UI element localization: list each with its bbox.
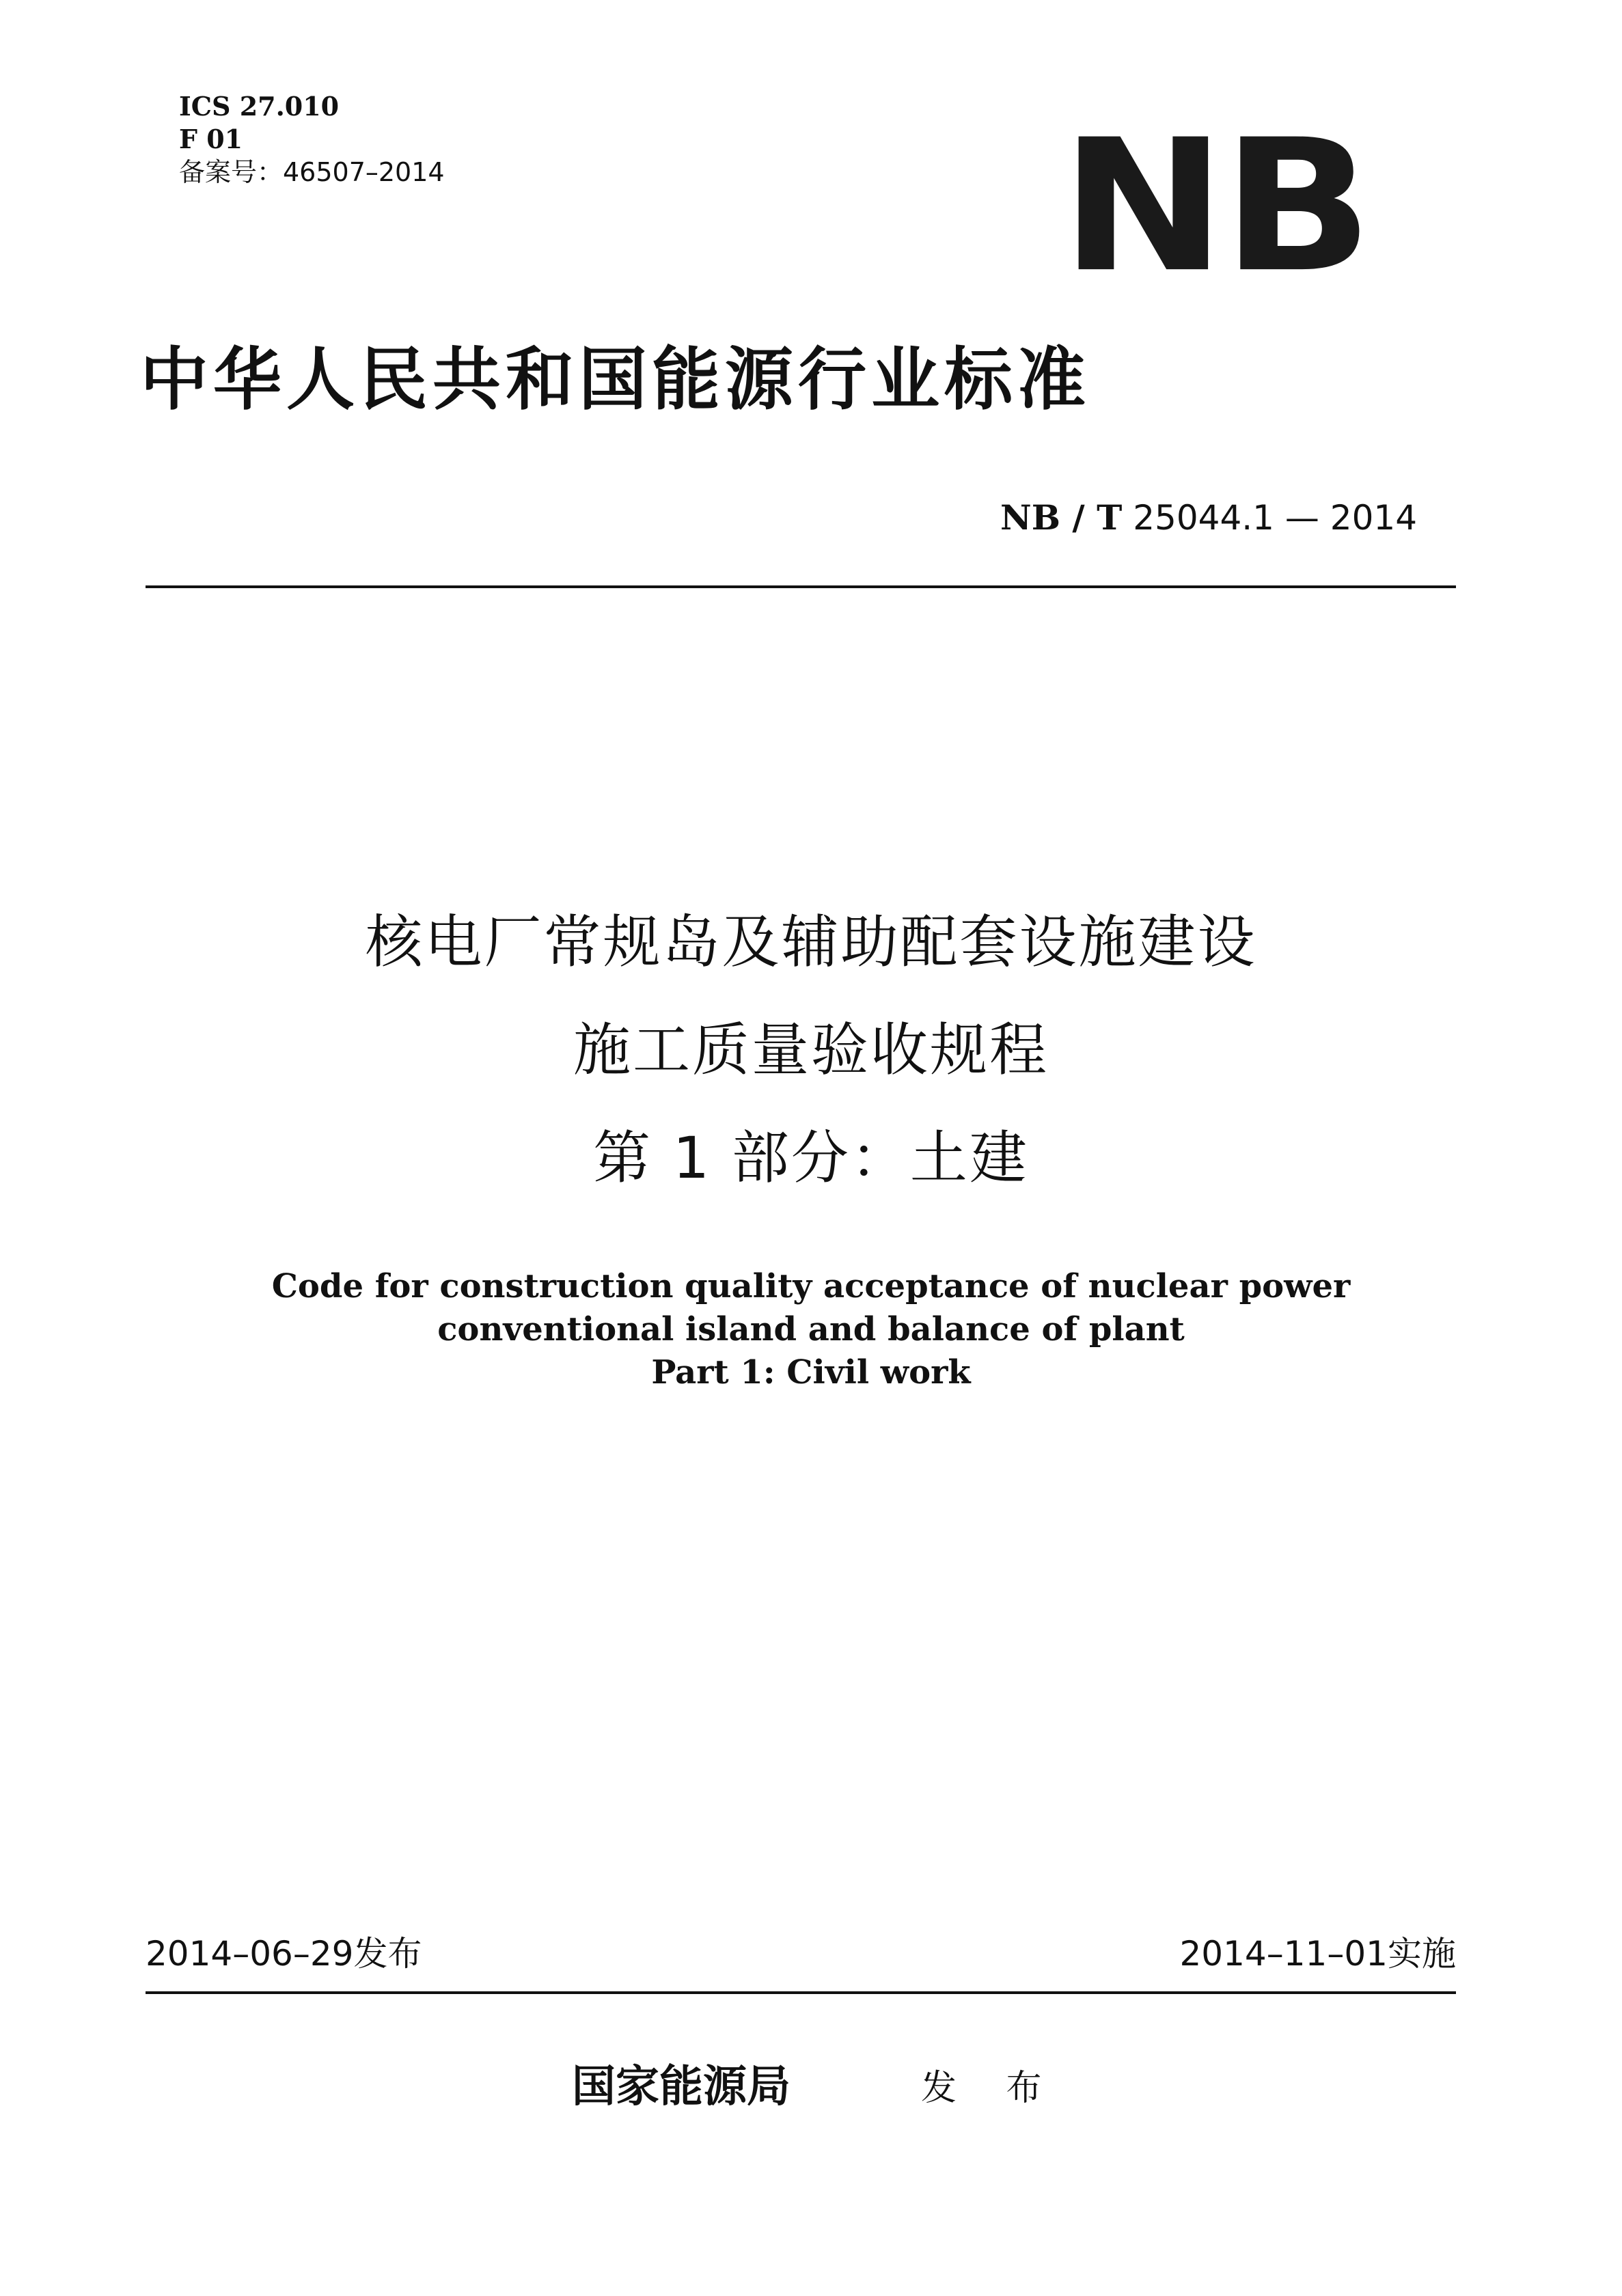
english-title-line: Part 1: Civil work (651, 1353, 971, 1392)
record-number: 备案号：46507–2014 (179, 157, 445, 187)
chinese-title (128, 888, 1494, 1212)
implementation-date: 2014–11–01实施 (1179, 1934, 1456, 1974)
chinese-title-line: 核电厂常规岛及辅助配套设施建设 (365, 909, 1257, 976)
chinese-title-line: 第 1 部分：土建 (593, 1124, 1029, 1191)
nb-logo: NB (1060, 100, 1369, 313)
english-title-line: conventional island and balance of plant (437, 1310, 1185, 1348)
issue-date: 2014–06–29发布 (146, 1934, 422, 1974)
ccs-code: F 01 (179, 124, 243, 154)
standard-category-title: 中华人民共和国能源行业标准 (140, 339, 1090, 419)
standard-number (1000, 497, 1417, 538)
classification-block (179, 90, 445, 189)
chinese-title-line: 施工质量验收规程 (573, 1016, 1049, 1083)
english-title-line: Code for construction quality acceptance of nuclear power (271, 1267, 1351, 1305)
standard-code: 25044.1 — 2014 (1133, 498, 1417, 538)
standard-prefix: NB / T (1000, 497, 1123, 538)
english-title (128, 1265, 1494, 1394)
publish-label: 发 布 (921, 2068, 1061, 2109)
publisher-name: 国家能源局 (572, 2061, 791, 2112)
ics-code: ICS 27.010 (179, 91, 340, 122)
footer-divider (146, 1991, 1456, 1994)
header-divider (146, 585, 1456, 588)
